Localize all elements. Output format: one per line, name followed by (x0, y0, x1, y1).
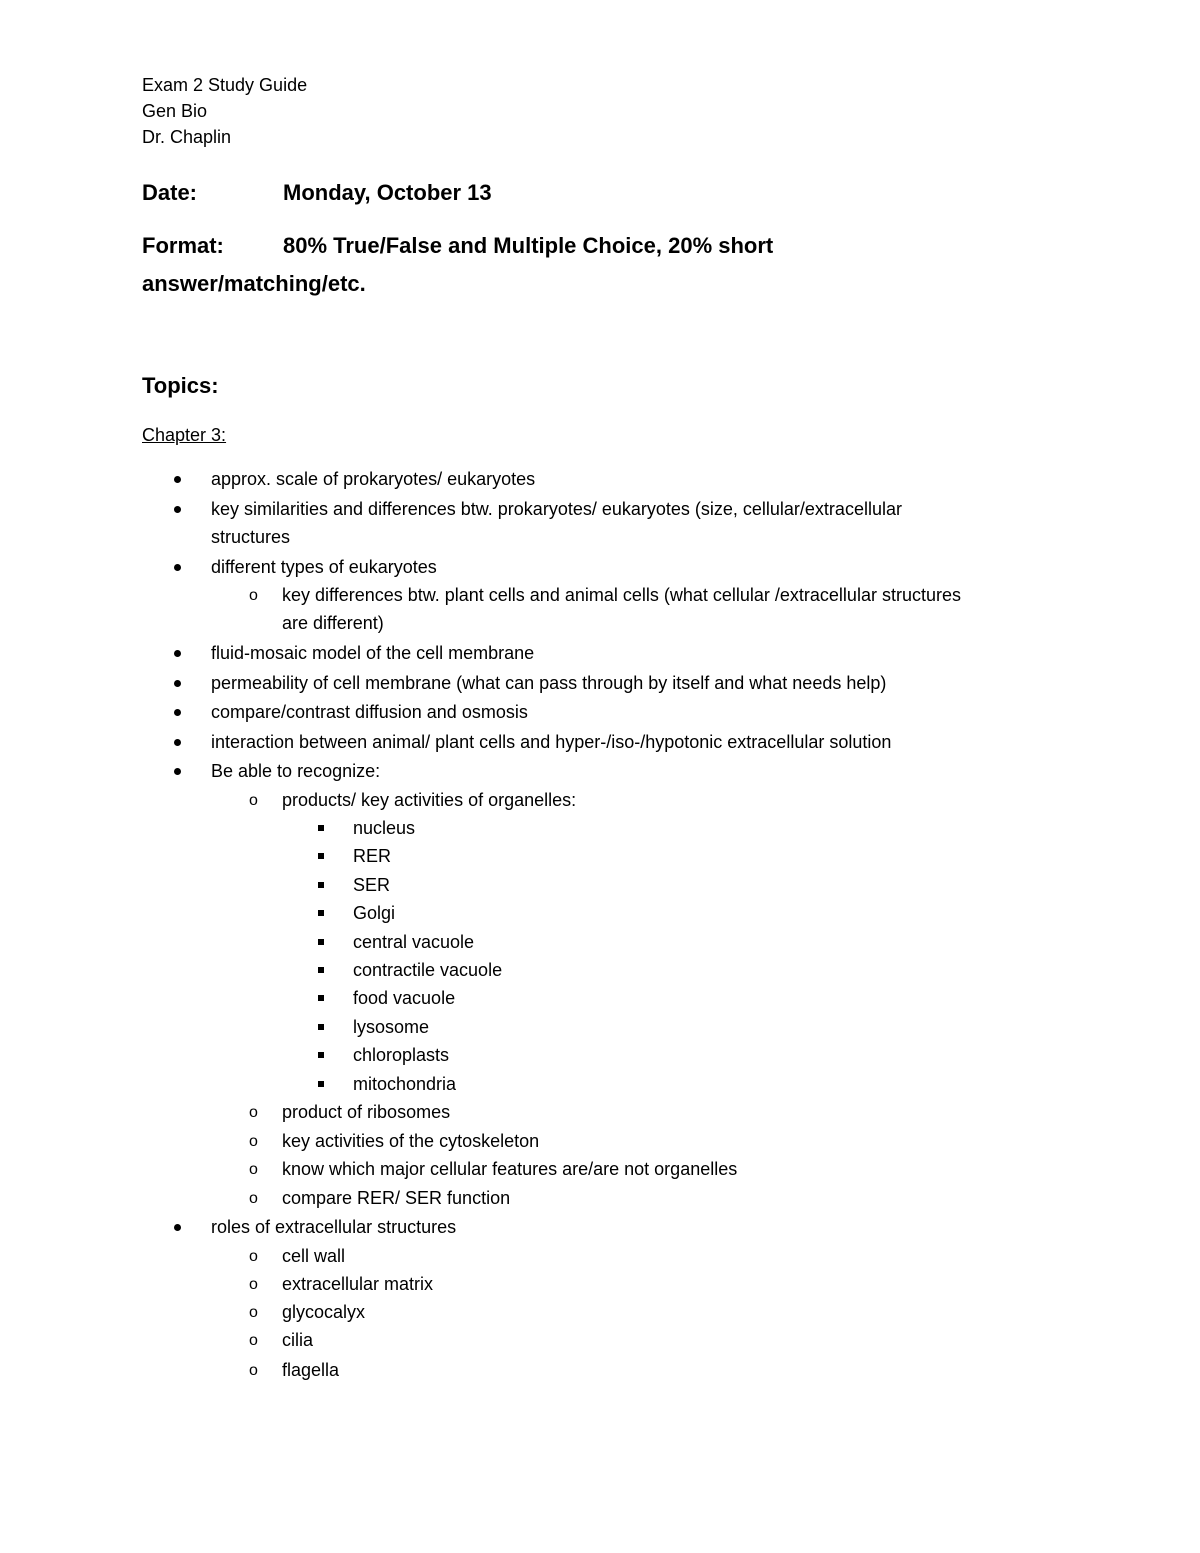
bullet-circle-icon: o (249, 1133, 258, 1150)
bullet-dot-icon (174, 768, 181, 775)
list-item: extracellular matrix (282, 1274, 434, 1294)
list-item: food vacuole (353, 988, 456, 1008)
bullet-square-icon (318, 910, 324, 916)
bullet-square-icon (318, 853, 324, 859)
format-label: Format: (142, 233, 224, 258)
list-item: product of ribosomes (282, 1102, 451, 1122)
list-item: SER (353, 875, 391, 895)
list-item-continuation: structures (211, 527, 291, 547)
list-item: RER (353, 846, 392, 866)
bullet-circle-icon: o (249, 1104, 258, 1121)
format-value-line1: 80% True/False and Multiple Choice, 20% short (283, 233, 774, 258)
bullet-dot-icon (174, 680, 181, 687)
list-item-continuation: are different) (282, 613, 384, 633)
date-label: Date: (142, 180, 198, 205)
list-item: mitochondria (353, 1074, 457, 1094)
bullet-square-icon (318, 825, 324, 831)
bullet-circle-icon: o (249, 1276, 258, 1293)
format-value-line2: answer/matching/etc. (142, 271, 366, 296)
doc-title: Exam 2 Study Guide (142, 75, 308, 95)
bullet-dot-icon (174, 709, 181, 716)
bullet-circle-icon: o (249, 1190, 258, 1207)
list-item: compare/contrast diffusion and osmosis (211, 702, 528, 722)
list-item: lysosome (353, 1017, 430, 1037)
list-item: interaction between animal/ plant cells and hyper-/iso-/hypotonic extracellular solution (211, 732, 892, 752)
instructor-name: Dr. Chaplin (142, 127, 232, 147)
course-name: Gen Bio (142, 101, 208, 121)
list-item: cell wall (282, 1246, 346, 1266)
bullet-dot-icon (174, 650, 181, 657)
bullet-circle-icon: o (249, 587, 258, 604)
list-item: key similarities and differences btw. prokaryotes/ eukaryotes (size, cellular/extracellular (211, 499, 902, 519)
bullet-dot-icon (174, 506, 181, 513)
list-item: key differences btw. plant cells and animal cells (what cellular /extracellular structures (282, 585, 961, 605)
list-item: contractile vacuole (353, 960, 503, 980)
bullet-circle-icon: o (249, 1362, 258, 1379)
list-item: roles of extracellular structures (211, 1217, 457, 1237)
list-item: compare RER/ SER function (282, 1188, 511, 1208)
list-item: flagella (282, 1360, 340, 1380)
bullet-dot-icon (174, 476, 181, 483)
list-item: Be able to recognize: (211, 761, 381, 781)
bullet-square-icon (318, 995, 324, 1001)
bullet-circle-icon: o (249, 1332, 258, 1349)
list-item: glycocalyx (282, 1302, 366, 1322)
list-item: approx. scale of prokaryotes/ eukaryotes (211, 469, 536, 489)
list-item: nucleus (353, 818, 416, 838)
bullet-circle-icon: o (249, 1304, 258, 1321)
chapter-heading: Chapter 3: (142, 425, 227, 445)
bullet-square-icon (318, 1081, 324, 1087)
bullet-square-icon (318, 1024, 324, 1030)
bullet-circle-icon: o (249, 792, 258, 809)
list-item: products/ key activities of organelles: (282, 790, 577, 810)
bullet-circle-icon: o (249, 1248, 258, 1265)
list-item: cilia (282, 1330, 314, 1350)
list-item: know which major cellular features are/are not organelles (282, 1159, 738, 1179)
bullet-dot-icon (174, 739, 181, 746)
list-item: Golgi (353, 903, 396, 923)
bullet-square-icon (318, 882, 324, 888)
list-item: central vacuole (353, 932, 475, 952)
bullet-dot-icon (174, 1224, 181, 1231)
list-item: permeability of cell membrane (what can pass through by itself and what needs help) (211, 673, 887, 693)
bullet-square-icon (318, 1052, 324, 1058)
bullet-square-icon (318, 967, 324, 973)
list-item: different types of eukaryotes (211, 557, 437, 577)
bullet-dot-icon (174, 564, 181, 571)
bullet-square-icon (318, 939, 324, 945)
list-item: key activities of the cytoskeleton (282, 1131, 540, 1151)
list-item: chloroplasts (353, 1045, 450, 1065)
list-item: fluid-mosaic model of the cell membrane (211, 643, 535, 663)
bullet-circle-icon: o (249, 1161, 258, 1178)
date-value: Monday, October 13 (283, 180, 492, 205)
topics-heading: Topics: (142, 373, 219, 398)
